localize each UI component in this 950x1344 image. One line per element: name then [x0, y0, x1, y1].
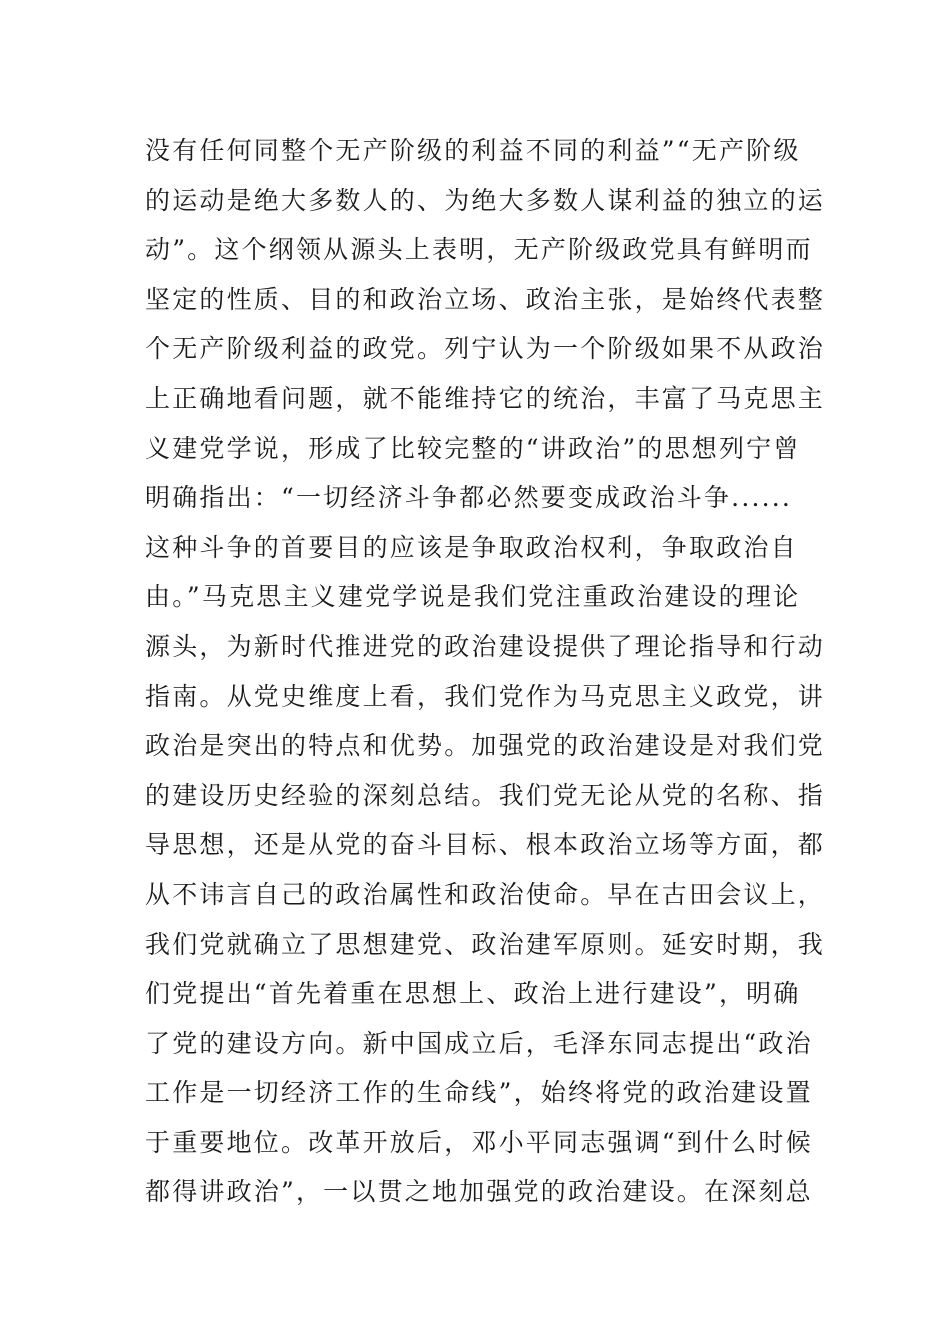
text-line: 了党的建设方向。新中国成立后，毛泽东同志提出“政治 — [145, 1028, 813, 1058]
text-line: 源头，为新时代推进党的政治建设提供了理论指导和行动 — [145, 631, 826, 661]
text-line: 指南。从党史维度上看，我们党作为马克思主义政党，讲 — [145, 681, 826, 711]
text-line: 们党提出“首先着重在思想上、政治上进行建设”，明确 — [145, 979, 801, 1009]
text-line: 导思想，还是从党的奋斗目标、根本政治立场等方面，都 — [145, 830, 826, 860]
text-line: 由。”马克思主义建党学说是我们党注重政治建设的理论 — [145, 582, 801, 612]
text-line: 的运动是绝大多数人的、为绝大多数人谋利益的独立的运 — [145, 185, 826, 215]
text-line: 坚定的性质、目的和政治立场、政治主张，是始终代表整 — [145, 284, 826, 314]
text-line: 的建设历史经验的深刻总结。我们党无论从党的名称、指 — [145, 780, 826, 810]
text-line: 都得讲政治”，一以贯之地加强党的政治建设。在深刻总 — [145, 1177, 813, 1207]
text-line: 从不讳言自己的政治属性和政治使命。早在古田会议上， — [145, 879, 826, 909]
body-text — [145, 126, 826, 1217]
text-line: 于重要地位。改革开放后，邓小平同志强调“到什么时候 — [145, 1127, 813, 1157]
text-line: 义建党学说，形成了比较完整的“讲政治”的思想列宁曾 — [145, 433, 801, 463]
text-line: 明确指出：“一切经济斗争都必然要变成政治斗争...... — [145, 483, 793, 513]
text-line: 我们党就确立了思想建党、政治建军原则。延安时期，我 — [145, 929, 826, 959]
text-line: 动”。这个纲领从源头上表明，无产阶级政党具有鲜明而 — [145, 235, 813, 265]
text-line: 个无产阶级利益的政党。列宁认为一个阶级如果不从政治 — [145, 334, 826, 364]
text-line: 工作是一切经济工作的生命线”，始终将党的政治建设置 — [145, 1078, 813, 1108]
text-line: 上正确地看问题，就不能维持它的统治，丰富了马克思主 — [145, 383, 826, 413]
text-line: 这种斗争的首要目的应该是争取政治权利，争取政治自 — [145, 532, 798, 562]
text-line: 政治是突出的特点和优势。加强党的政治建设是对我们党 — [145, 731, 826, 761]
text-line: 没有任何同整个无产阶级的利益不同的利益”“无产阶级 — [145, 136, 801, 165]
